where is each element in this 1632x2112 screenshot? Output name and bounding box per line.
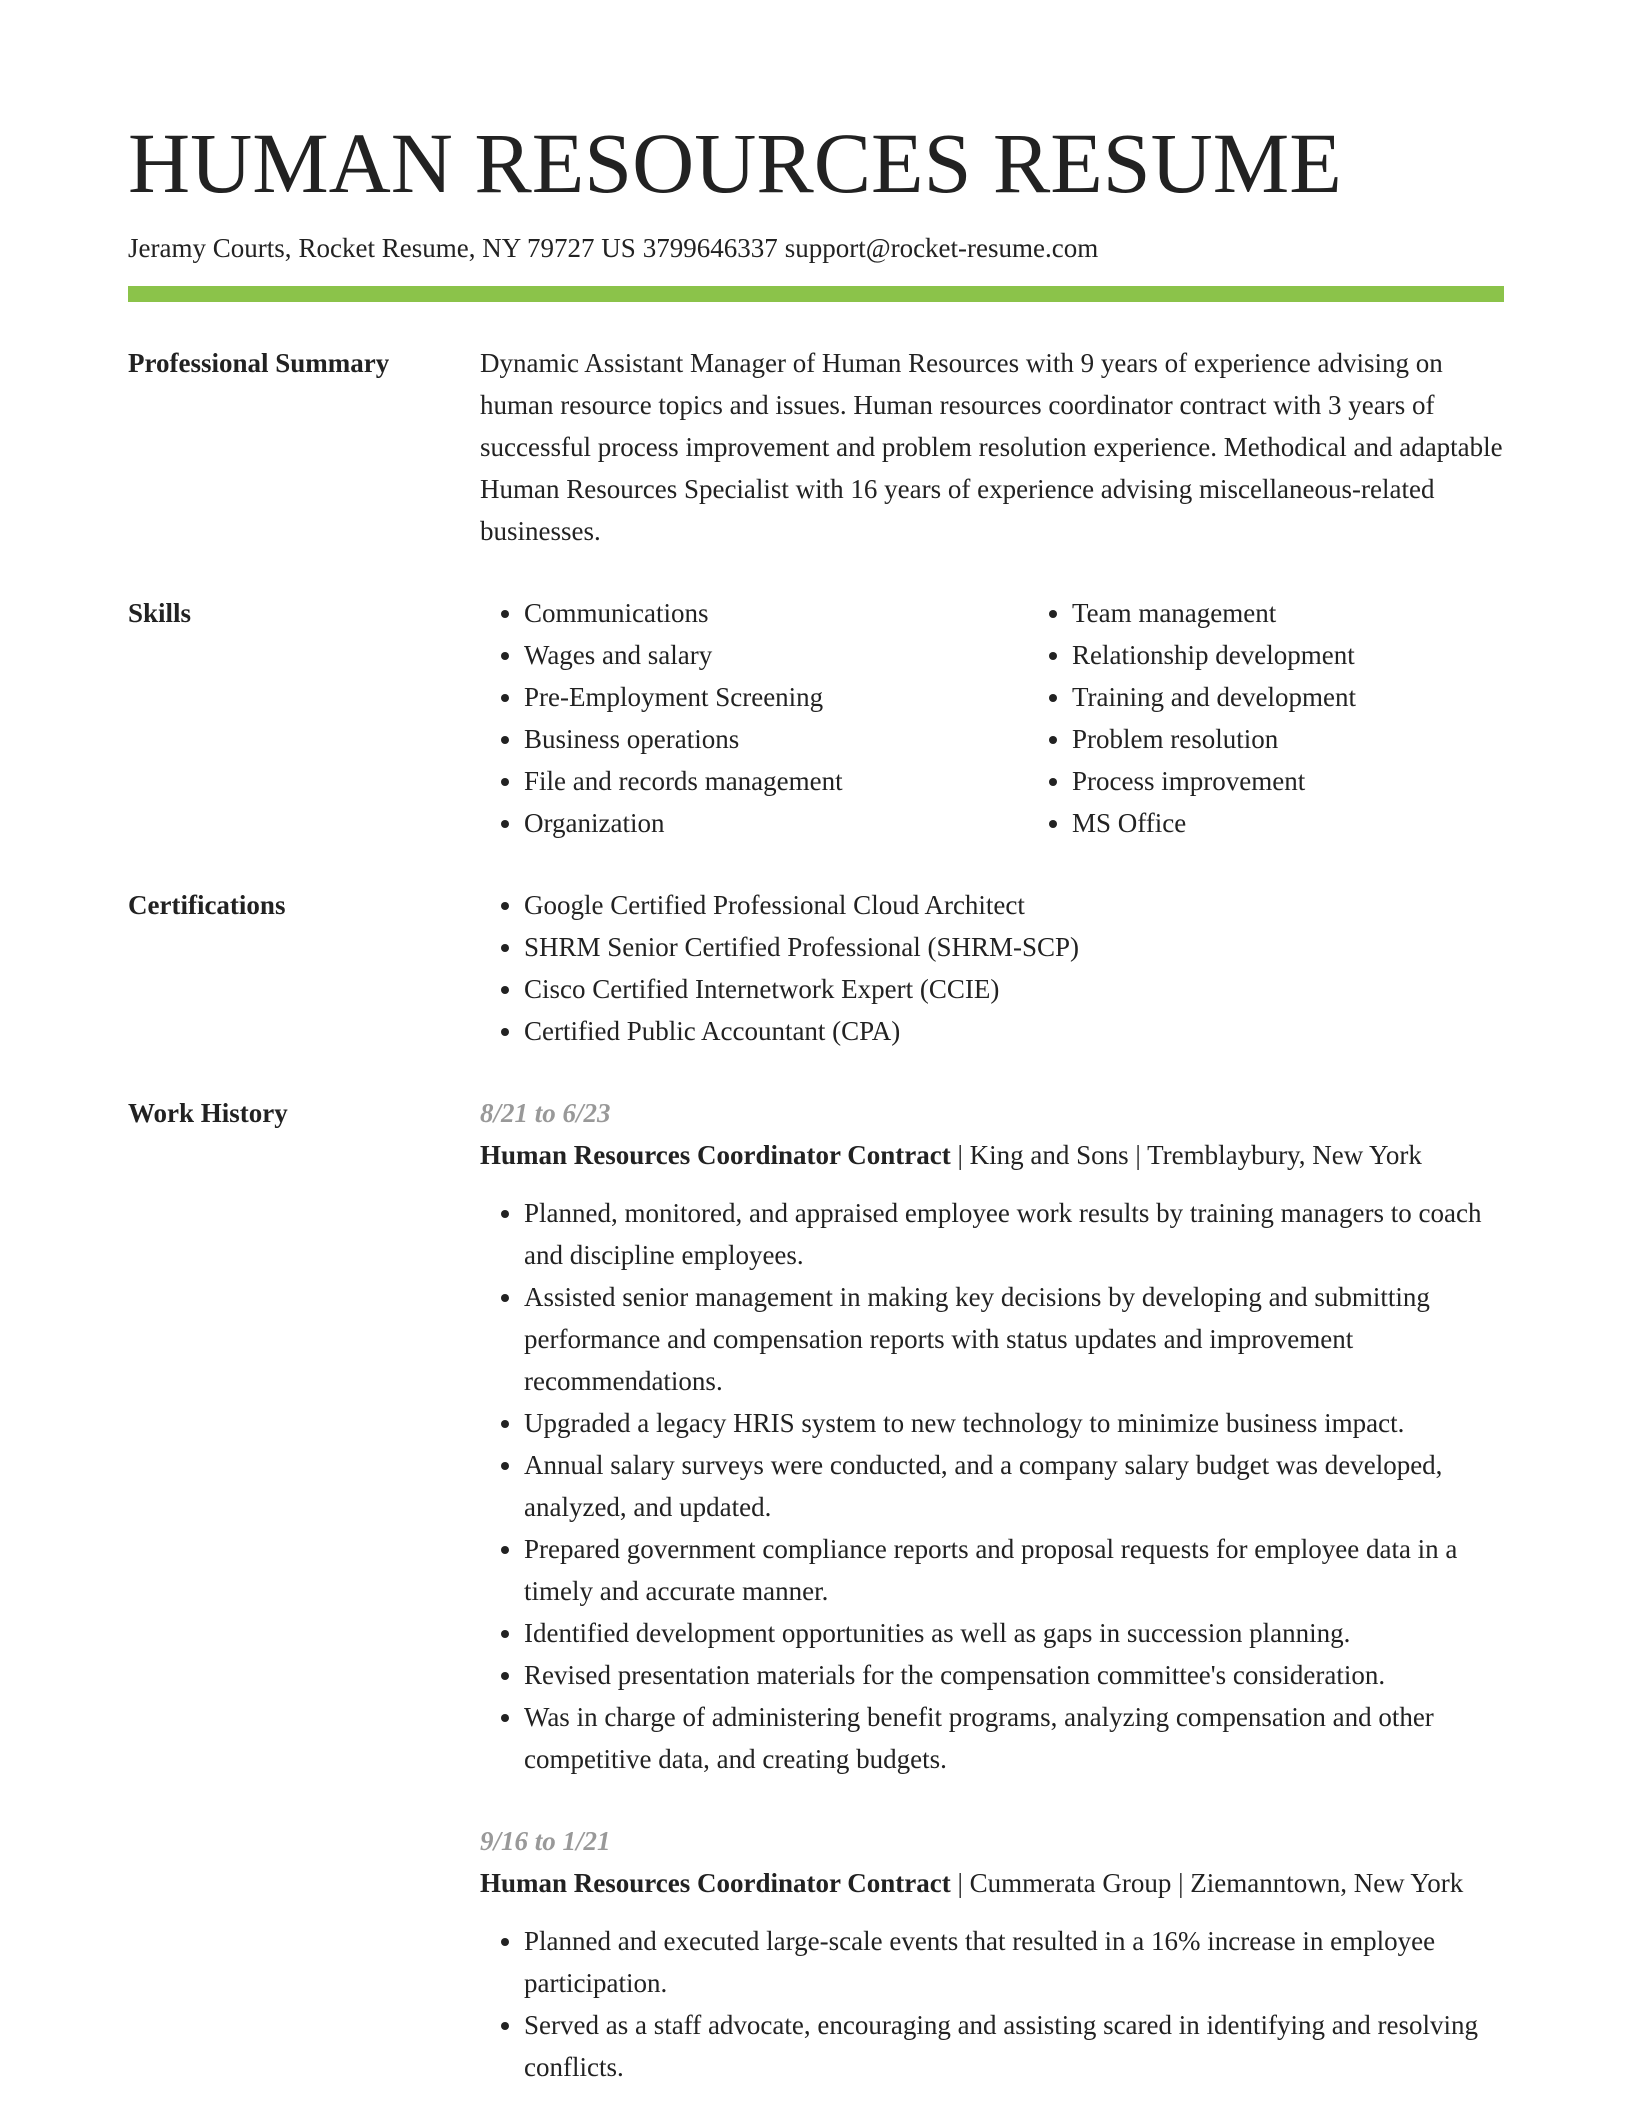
contact-line bbox=[128, 232, 1504, 264]
list-item: • Identified development opportunities as well as gaps in succession planning. bbox=[524, 1612, 1504, 1654]
work-history-label: Work History bbox=[128, 1098, 288, 1129]
job-title: Human Resources Coordinator Contract bbox=[480, 1140, 951, 1171]
certifications-section bbox=[128, 884, 1504, 1052]
list-item: • Upgraded a legacy HRIS system to new technology to minimize business impact. bbox=[524, 1402, 1504, 1444]
job-dates: 8/21 to 6/23 bbox=[480, 1098, 611, 1129]
list-item: • Problem resolution bbox=[1072, 718, 1504, 760]
skills-list bbox=[480, 592, 1504, 844]
contact-email: support@rocket-resume.com bbox=[784, 233, 1099, 263]
list-item: • Assisted senior management in making key decisions by developing and submitting performance and compensation reports with status updates and improvement recommendations. bbox=[524, 1276, 1504, 1402]
list-item: • Google Certified Professional Cloud Architect bbox=[524, 884, 1504, 926]
list-item: • Training and development bbox=[1072, 676, 1504, 718]
skills-label: Skills bbox=[128, 598, 192, 629]
list-item: • MS Office bbox=[1072, 802, 1504, 844]
summary-label: Professional Summary bbox=[128, 348, 390, 379]
skills-column-right bbox=[1028, 592, 1504, 844]
list-item: • Team management bbox=[1072, 592, 1504, 634]
list-item: • Planned, monitored, and appraised employee work results by training managers to coach and discipline employees. bbox=[524, 1192, 1504, 1276]
skills-column-left bbox=[480, 592, 1028, 844]
job-bullets bbox=[480, 1920, 1504, 2088]
work-history-section bbox=[128, 1092, 1504, 2088]
job-dates: 9/16 to 1/21 bbox=[480, 1826, 611, 1857]
list-item: • Annual salary surveys were conducted, and a company salary budget was developed, analyzed, and updated. bbox=[524, 1444, 1504, 1528]
job-bullets bbox=[480, 1192, 1504, 1780]
resume-page bbox=[128, 115, 1504, 2088]
resume-title: HUMAN RESOURCES RESUME bbox=[128, 115, 1342, 211]
list-item: • Business operations bbox=[524, 718, 1028, 760]
list-item: • Was in charge of administering benefit programs, analyzing compensation and other competitive data, and creating budgets. bbox=[524, 1696, 1504, 1780]
job-entry bbox=[480, 1092, 1504, 1780]
summary-text: Dynamic Assistant Manager of Human Resources with 9 years of experience advising on human resource topics and issues. Human resources coordinator contract with 3 years of successful process improvement and problem resolution experience. Methodical and adaptable Human Resources Specialist with 16 years of experience advising miscellaneous-related businesses. bbox=[480, 348, 1503, 547]
list-item: • Prepared government compliance reports and proposal requests for employee data in a timely and accurate manner. bbox=[524, 1528, 1504, 1612]
job-header bbox=[480, 1134, 1504, 1176]
list-item: • File and records management bbox=[524, 760, 1028, 802]
list-item: • Communications bbox=[524, 592, 1028, 634]
job-header bbox=[480, 1862, 1504, 1904]
list-item: • Served as a staff advocate, encouraging and assisting scared in identifying and resolving conflicts. bbox=[524, 2004, 1504, 2088]
contact-location: Rocket Resume, NY 79727 US bbox=[298, 233, 636, 263]
list-item: • Wages and salary bbox=[524, 634, 1028, 676]
job-details: | Cummerata Group | Ziemanntown, New York bbox=[950, 1868, 1464, 1899]
contact-name: Jeramy Courts, bbox=[128, 233, 292, 263]
list-item: • Certified Public Accountant (CPA) bbox=[524, 1010, 1504, 1052]
list-item: • Pre-Employment Screening bbox=[524, 676, 1028, 718]
list-item: • Organization bbox=[524, 802, 1028, 844]
list-item: • SHRM Senior Certified Professional (SHRM-SCP) bbox=[524, 926, 1504, 968]
list-item: • Relationship development bbox=[1072, 634, 1504, 676]
certifications-body bbox=[480, 884, 1504, 1052]
skills-section bbox=[128, 592, 1504, 844]
job-details: | King and Sons | Tremblaybury, New York bbox=[950, 1140, 1422, 1171]
job-title: Human Resources Coordinator Contract bbox=[480, 1868, 951, 1899]
certifications-label: Certifications bbox=[128, 890, 286, 921]
certifications-list bbox=[480, 884, 1504, 1052]
header-divider bbox=[128, 286, 1504, 302]
list-item: • Process improvement bbox=[1072, 760, 1504, 802]
work-history-body bbox=[480, 1092, 1504, 2088]
list-item: • Revised presentation materials for the compensation committee's consideration. bbox=[524, 1654, 1504, 1696]
contact-phone: 3799646337 bbox=[642, 233, 778, 263]
list-item: • Cisco Certified Internetwork Expert (CCIE) bbox=[524, 968, 1504, 1010]
summary-section bbox=[128, 342, 1504, 552]
list-item: • Planned and executed large-scale events that resulted in a 16% increase in employee participation. bbox=[524, 1920, 1504, 2004]
job-entry bbox=[480, 1820, 1504, 2088]
